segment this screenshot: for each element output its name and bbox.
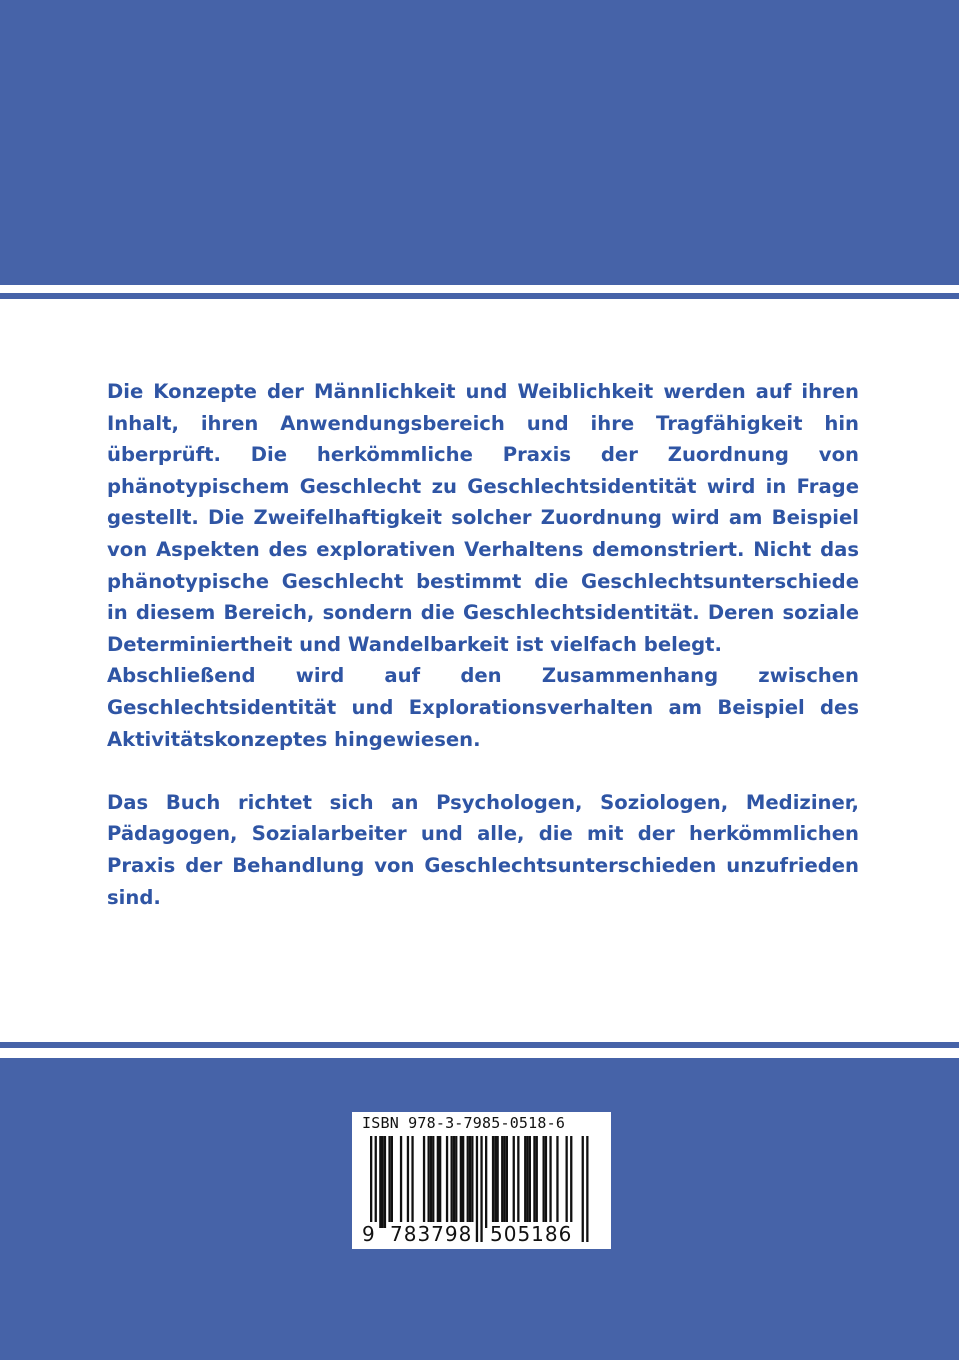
barcode-bar <box>494 1136 496 1228</box>
barcode-bar <box>388 1136 390 1228</box>
barcode-bar <box>533 1136 535 1228</box>
barcode-bar <box>543 1136 545 1228</box>
barcode-bar <box>446 1136 448 1228</box>
top-stripe-line <box>0 293 959 299</box>
barcode-bar <box>556 1136 558 1228</box>
barcode-bar <box>460 1136 462 1228</box>
barcode-bar <box>492 1136 494 1228</box>
isbn-barcode <box>352 1112 611 1249</box>
barcode-bar <box>384 1136 386 1228</box>
barcode-bar <box>545 1136 547 1228</box>
barcode-bar <box>536 1136 538 1228</box>
barcode-bar <box>430 1136 432 1228</box>
barcode-bar <box>379 1136 381 1228</box>
barcode-bar <box>437 1136 439 1228</box>
barcode-bar <box>513 1136 515 1228</box>
ean-digits <box>352 1222 611 1246</box>
barcode-bar <box>524 1136 526 1228</box>
barcode-bar <box>485 1136 487 1228</box>
barcode-bar <box>411 1136 413 1228</box>
barcode-bar <box>439 1136 441 1228</box>
ean-first-digit: 9 <box>362 1222 375 1246</box>
barcode-bar <box>467 1136 469 1228</box>
blurb-paragraph-1: Die Konzepte der Männlichkeit und Weiblichkeit werden auf ihren Inhalt, ihren Anwendungsbereich und ihre Tragfähigkeit hin überprüft. Die herkömmliche Praxis der Zuordnung von phänotypischem Geschlecht zu Geschlechtsidentität wird in Frage gestellt. Die Zweifelhaftigkeit solcher Zuordnung wird am Beispiel von Aspekten des explorativen Verhaltens demonstriert. Nicht das phänotypische Geschlecht bestimmt die Geschlechtsunterschiede in diesem Bereich, sondern die Geschlechtsidentität. Deren soziale Determiniertheit und Wandelbarkeit ist vielfach belegt. <box>107 380 859 656</box>
barcode-bar <box>455 1136 457 1228</box>
barcode-bar <box>503 1136 505 1228</box>
barcode-bar <box>529 1136 531 1228</box>
barcode-bar <box>428 1136 430 1228</box>
barcode-bar <box>549 1136 551 1228</box>
barcode-bar <box>501 1136 503 1228</box>
barcode-bar <box>506 1136 508 1228</box>
barcode-bar <box>382 1136 384 1228</box>
blurb-paragraph-2: Abschließend wird auf den Zusammenhang zwischen Geschlechtsidentität und Explorationsverhalten am Beispiel des Aktivitätskonzeptes hingewiesen. <box>107 664 859 751</box>
ean-right-group: 505186 <box>490 1222 573 1246</box>
barcode-bar <box>570 1136 572 1228</box>
ean-left-group: 783798 <box>390 1222 473 1246</box>
barcode-bar <box>423 1136 425 1228</box>
barcode-bar <box>400 1136 402 1228</box>
barcode-bar <box>517 1136 519 1228</box>
bottom-stripe-line <box>0 1042 959 1048</box>
back-cover-blurb <box>107 376 859 913</box>
isbn-label: ISBN 978-3-7985-0518-6 <box>362 1114 566 1132</box>
barcode-bar <box>462 1136 464 1228</box>
barcode-bar <box>391 1136 393 1228</box>
barcode-bar <box>451 1136 453 1228</box>
barcode-bar <box>407 1136 409 1228</box>
blurb-paragraph-3: Das Buch richtet sich an Psychologen, Soziologen, Mediziner, Pädagogen, Sozialarbeiter und alle, die mit der herkömmlichen Praxis der Behandlung von Geschlechtsunterschieden unzufrieden sind. <box>107 790 859 909</box>
barcode-bar <box>432 1136 434 1228</box>
barcode-bar <box>471 1136 473 1228</box>
barcode-bar <box>497 1136 499 1228</box>
barcode-bar <box>566 1136 568 1228</box>
top-blue-band <box>0 0 959 285</box>
barcode-bar <box>453 1136 455 1228</box>
barcode-bar <box>526 1136 528 1228</box>
barcode-bar <box>469 1136 471 1228</box>
